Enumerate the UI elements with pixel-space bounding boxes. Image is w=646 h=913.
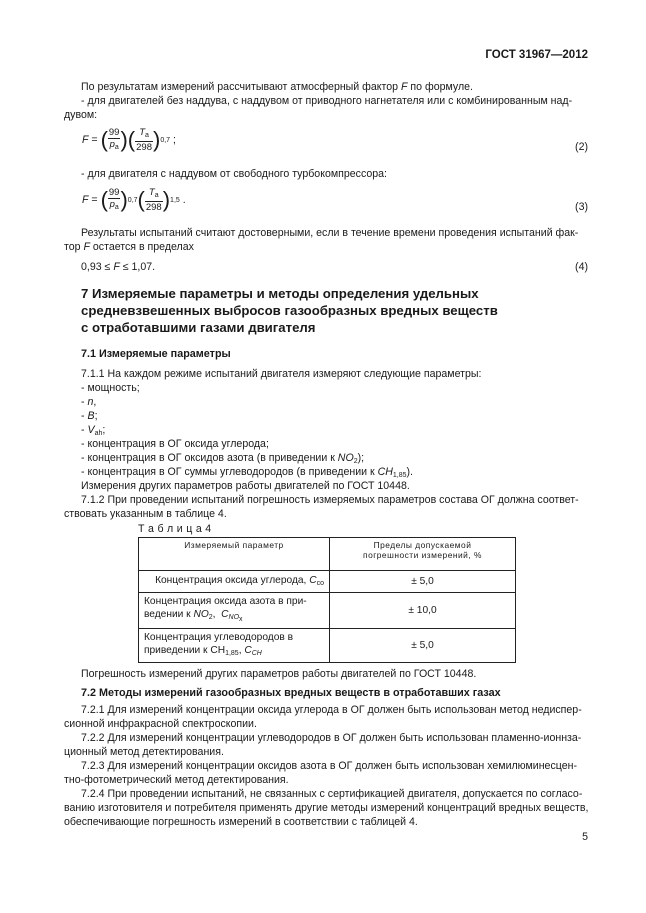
section-heading: 7 Измеряемые параметры и методы определения удельных <box>81 286 479 301</box>
table-caption: Т а б л и ц а 4 <box>138 523 212 535</box>
paragraph: ванию изготовителя и потребителя применять другие методы измерений концентраций вредных веществ, <box>64 802 589 814</box>
paragraph: 7.2.2 Для измерений концентрации углеводородов в ОГ должен быть использован пламенно-ионнза- <box>81 732 582 744</box>
document-header: ГОСТ 31967—2012 <box>485 49 588 61</box>
paragraph: - для двигателя с наддувом от свободного турбокомпрессора: <box>81 168 387 180</box>
paragraph: 7.2.3 Для измерений концентрации оксидов азота в ОГ должен быть использован хемилюминесцен- <box>81 760 577 772</box>
list-item: - мощность; <box>81 382 140 394</box>
list-item: - концентрация в ОГ оксида углерода; <box>81 438 269 450</box>
page-number: 5 <box>582 831 588 843</box>
list-item: - B; <box>81 410 98 422</box>
paragraph: - для двигателей без наддува, с наддувом от приводного нагнетателя или с комбинированным над- <box>81 95 573 107</box>
table-header: Пределы допускаемой погрешности измерений, % <box>330 538 516 571</box>
formula-4: 0,93 ≤ F ≤ 1,07. <box>81 261 156 273</box>
list-item: - концентрация в ОГ оксидов азота (в приведении к $NO_2$); <box>81 452 365 465</box>
paragraph: 7.1.1 На каждом режиме испытаний двигателя измеряют следующие параметры: <box>81 368 482 380</box>
list-item: - n, <box>81 396 97 408</box>
paragraph: ствовать указанным в таблице 4. <box>64 508 227 520</box>
paragraph: Результаты испытаний считают достоверными, если в течение времени проведения испытаний фак- <box>81 227 579 239</box>
paragraph: обеспечивающие погрешность измерений в соответствии с таблицей 4. <box>64 816 418 828</box>
paragraph: По результатам измерений рассчитывают атмосферный фактор F по формуле. <box>81 81 473 93</box>
equation-number: (2) <box>575 141 588 153</box>
list-item: - концентрация в ОГ суммы углеводородов (в приведении к $CH_{1,85}$). <box>81 466 413 479</box>
section-heading: с отработавшими газами двигателя <box>81 320 316 335</box>
table-cell: ± 5,0 <box>330 629 516 663</box>
paragraph: Погрешность измерений других параметров работы двигателей по ГОСТ 10448. <box>81 668 477 680</box>
subsection-heading: 7.2 Методы измерений газообразных вредных веществ в отработавших газах <box>81 687 501 699</box>
table-cell: Концентрация оксида азота в при- ведении к $NO_2$, $C_{NO_x}$ <box>139 593 330 629</box>
paragraph: 7.2.1 Для измерений концентрации оксида углерода в ОГ должен быть использован метод недиспер- <box>81 704 582 716</box>
table-cell: Концентрация углеводородов в приведении к $CH_{1,85}$, $C_{CH}$ <box>139 629 330 663</box>
paragraph: 7.1.2 При проведении испытаний погрешность измеряемых параметров состава ОГ должна соответ- <box>81 494 579 506</box>
equation-number: (3) <box>575 201 588 213</box>
table-cell: ± 5,0 <box>330 571 516 593</box>
paragraph: сионной инфракрасной спектроскопии. <box>64 718 257 730</box>
paragraph: дувом: <box>64 109 98 121</box>
list-item: - $V_{ah}$; <box>81 424 106 437</box>
paragraph: ционный метод детектирования. <box>64 746 224 758</box>
formula-2: F = ( $\frac{99}{p_a}$ ) ( $\frac{T_a}{298}$ ) 0,7 ; <box>82 127 176 153</box>
paragraph: тор F остается в пределах <box>64 241 194 253</box>
subsection-heading: 7.1 Измеряемые параметры <box>81 348 231 360</box>
formula-3: F = ( $\frac{99}{p_a}$ ) 0,7 ( $\frac{T_a}{298}$ ) 1,5 . <box>82 187 186 213</box>
equation-number: (4) <box>575 261 588 273</box>
paragraph: 7.2.4 При проведении испытаний, не связанных с сертификацией двигателя, допускается по согласо- <box>81 788 583 800</box>
paragraph: тно-фотометрический метод детектирования. <box>64 774 289 786</box>
section-heading: средневзвешенных выбросов газообразных вредных веществ <box>81 303 498 318</box>
table-cell: ± 10,0 <box>330 593 516 629</box>
parameters-table <box>138 537 516 663</box>
table-header: Измеряемый параметр <box>139 538 330 571</box>
table-cell: Концентрация оксида углерода, $C_{co}$ <box>139 571 330 593</box>
paragraph: Измерения других параметров работы двигателей по ГОСТ 10448. <box>81 480 410 492</box>
